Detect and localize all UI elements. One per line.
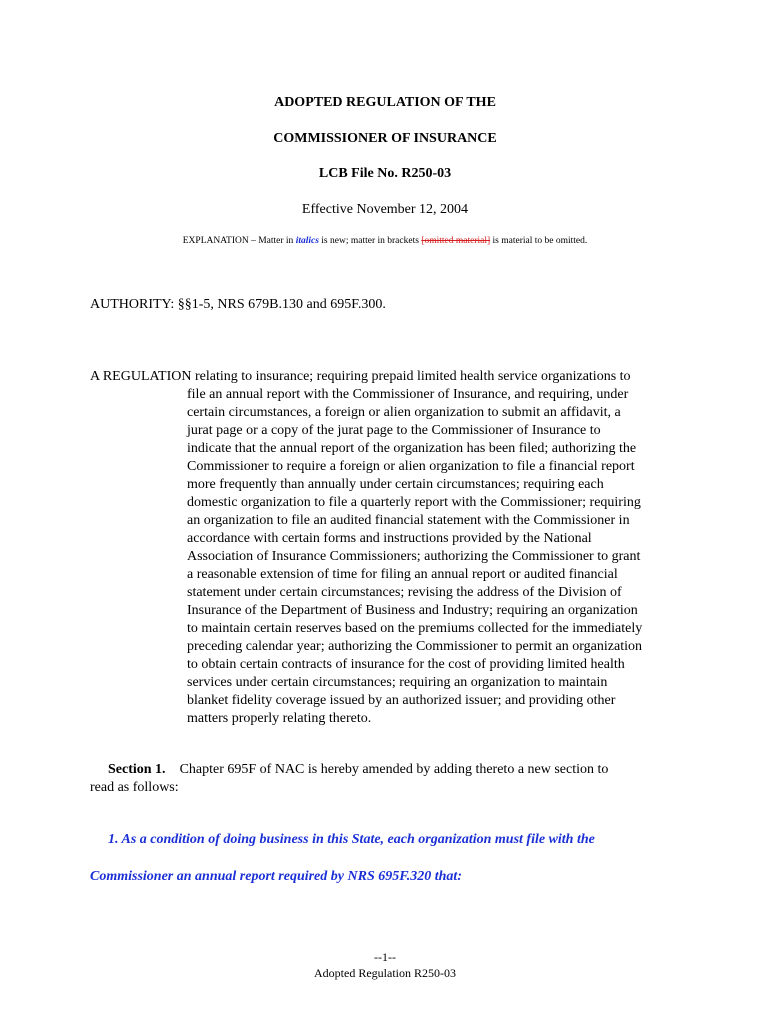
explanation-prefix: EXPLANATION – Matter in	[182, 236, 296, 246]
regulation-line: indicate that the annual report of the organization has been filed; authorizing the	[187, 441, 637, 456]
regulation-line: file an annual report with the Commissioner of Insurance, and requiring, under	[187, 387, 629, 402]
regulation-line: domestic organization to file a quarterly report with the Commissioner; requiring	[187, 495, 641, 510]
section-1-line-1	[90, 761, 680, 779]
regulation-line: to maintain certain reserves based on the premiums collected for the immediately	[187, 621, 643, 636]
effective-date: Effective November 12, 2004	[301, 202, 469, 217]
file-number: LCB File No. R250-03	[318, 166, 452, 181]
title-line-1: ADOPTED REGULATION OF THE	[274, 95, 496, 110]
regulation-line: blanket fidelity coverage issued by an authorized issuer; and providing other	[187, 693, 616, 708]
authority: AUTHORITY: §§1-5, NRS 679B.130 and 695F.300.	[90, 297, 386, 312]
explanation-omitted: [omitted material]	[421, 236, 491, 246]
regulation-line: accordance with certain forms and instructions provided by the National	[187, 531, 592, 546]
regulation-line: services under certain circumstances; requiring an organization to maintain	[187, 675, 608, 690]
explanation-mid: is new; matter in brackets	[318, 236, 422, 246]
section-1	[90, 761, 680, 797]
regulation-line: to obtain certain contracts of insurance for the cost of providing limited health	[187, 657, 625, 672]
section-1-label: Section 1.	[108, 762, 166, 777]
regulation-line: Commissioner to require a foreign or alien organization to file a financial report	[187, 459, 635, 474]
explanation-italics: italics	[295, 236, 319, 246]
regulation-line: statement under certain circumstances; revising the address of the Division of	[187, 585, 622, 600]
regulation-line: matters properly relating thereto.	[187, 711, 372, 726]
explanation	[0, 236, 770, 246]
regulation-line: jurat page or a copy of the jurat page to the Commissioner of Insurance to	[187, 423, 601, 438]
regulation-line: more frequently than annually under certain circumstances; requiring each	[187, 477, 604, 492]
regulation-summary	[90, 368, 680, 728]
new-text-line-1: 1. As a condition of doing business in this State, each organization must file with the	[108, 832, 595, 847]
title-line-2: COMMISSIONER OF INSURANCE	[273, 131, 497, 146]
regulation-line: an organization to file an audited financial statement with the Commissioner in	[187, 513, 630, 528]
regulation-line: preceding calendar year; authorizing the Commissioner to permit an organization	[187, 639, 642, 654]
section-1-text: Chapter 695F of NAC is hereby amended by adding thereto a new section to	[179, 762, 609, 777]
section-1-line-2: read as follows:	[90, 780, 179, 795]
footer-document-name: Adopted Regulation R250-03	[314, 966, 456, 980]
explanation-suffix: is material to be omitted.	[490, 236, 588, 246]
regulation-first-line: A REGULATION relating to insurance; requiring prepaid limited health service organizations to	[90, 369, 631, 384]
page-number: --1--	[374, 950, 396, 964]
regulation-line: a reasonable extension of time for filing an annual report or audited financial	[187, 567, 618, 582]
regulation-line: Insurance of the Department of Business and Industry; requiring an organization	[187, 603, 638, 618]
new-text-line-2: Commissioner an annual report required by NRS 695F.320 that:	[90, 869, 462, 884]
regulation-line: Association of Insurance Commissioners; authorizing the Commissioner to grant	[187, 549, 641, 564]
regulation-line: certain circumstances, a foreign or alien organization to submit an affidavit, a	[187, 405, 621, 420]
